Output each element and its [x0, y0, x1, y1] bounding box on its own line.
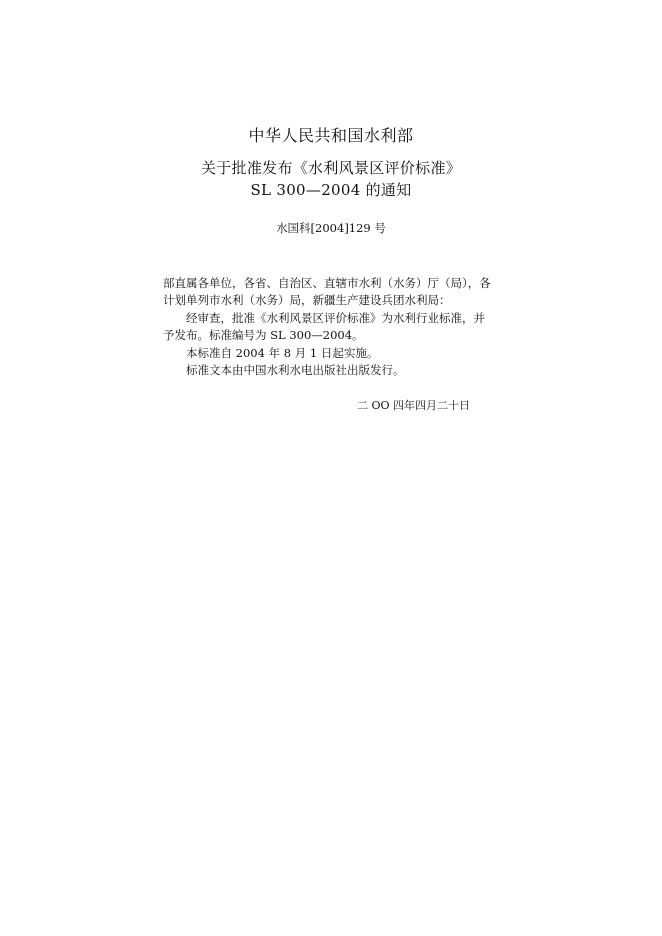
- recipients-line-2: 计划单列市水利（水务）局，新疆生产建设兵团水利局：: [163, 293, 451, 307]
- paragraph-approval-line-2: 予发布。标准编号为 SL 300—2004。: [163, 328, 364, 342]
- issuer-heading: 中华人民共和国水利部: [248, 126, 414, 145]
- document-number: 水国科[2004]129 号: [276, 221, 386, 235]
- notice-title-line-2: SL 300—2004 的通知: [250, 181, 412, 199]
- recipients-line-1: 部直属各单位，各省、自治区、直辖市水利（水务）厅（局），各: [163, 276, 491, 290]
- signature-date: 二 OO 四年四月二十日: [356, 399, 470, 412]
- paragraph-effective-date: 本标准自 2004 年 8 月 1 日起实施。: [186, 346, 379, 360]
- paragraph-approval-line-1: 经审查，批准《水利风景区评价标准》为水利行业标准，并: [186, 311, 485, 325]
- notice-title-line-1: 关于批准发布《水利风景区评价标准》: [200, 159, 462, 177]
- paragraph-publisher: 标准文本由中国水利水电出版社出版发行。: [186, 363, 405, 377]
